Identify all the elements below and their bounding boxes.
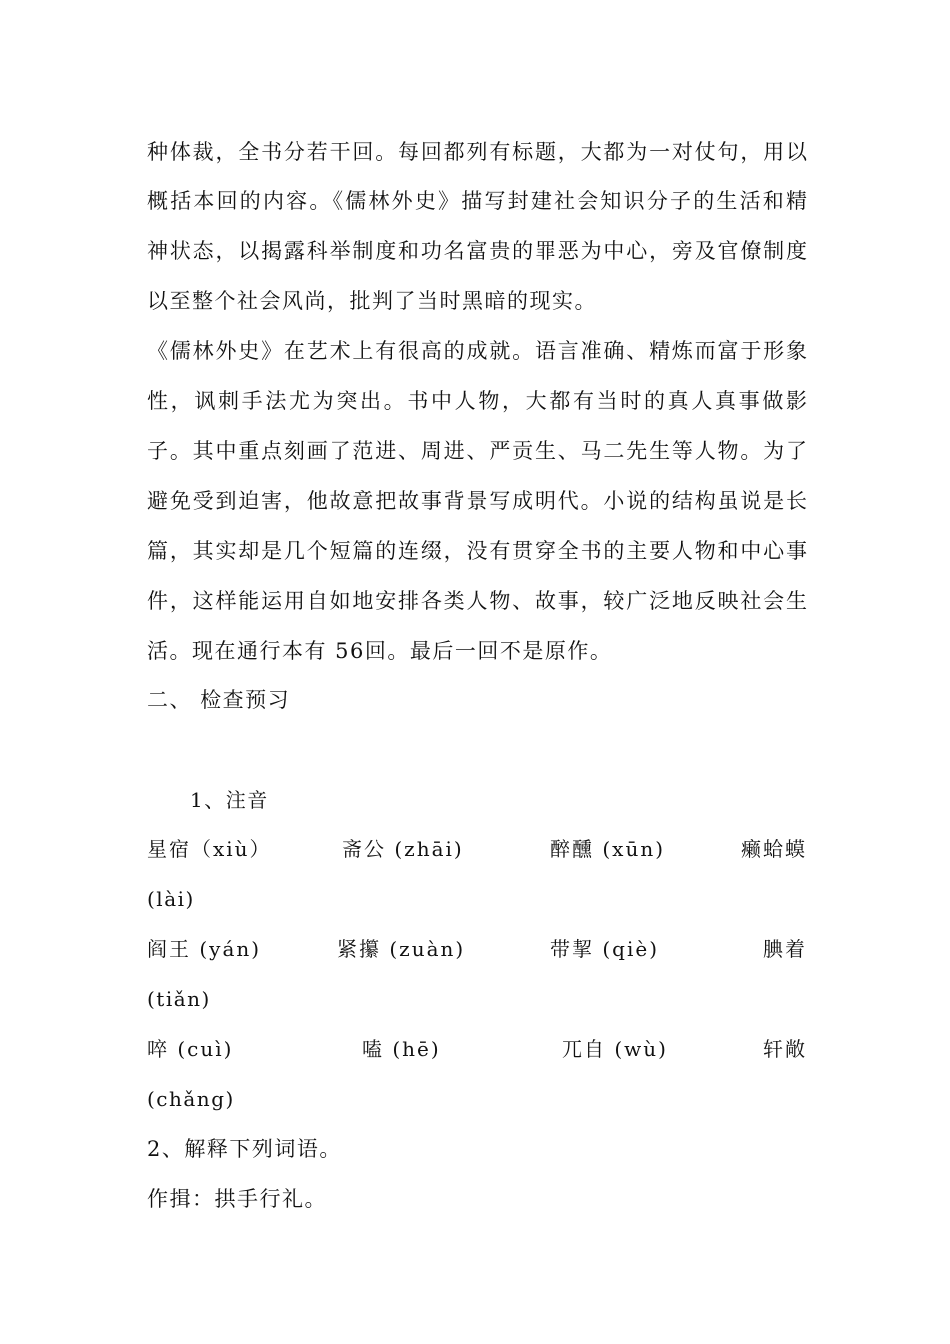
pinyin-row [147,1034,807,1064]
definition-line: 作揖：拱手行礼。 [147,1187,327,1211]
pinyin-continuation: (tiǎn) [147,987,211,1011]
pinyin-item: 星宿（xiù） [147,837,272,861]
pinyin-item: 醉醺 (xūn) [550,837,666,861]
subsection-heading: 1、注音 [190,788,269,812]
paragraph-line: 件，这样能运用自如地安排各类人物、故事，较广泛地反映社会生 [147,589,807,613]
paragraph-line: 《儒林外史》在艺术上有很高的成就。语言准确、精炼而富于形象 [147,339,807,363]
paragraph-line: 篇，其实却是几个短篇的连缀，没有贯穿全书的主要人物和中心事 [147,539,807,563]
pinyin-item: 兀自 (wù) [562,1037,668,1061]
paragraph-line: 性，讽刺手法尤为突出。书中人物，大都有当时的真人真事做影 [147,389,807,413]
subsection-heading: 2、解释下列词语。 [147,1137,342,1161]
paragraph-line: 活。现在通行本有 56回。最后一回不是原作。 [147,639,613,663]
paragraph-line: 以至整个社会风尚，批判了当时黑暗的现实。 [147,289,597,313]
pinyin-row [147,934,807,964]
paragraph-line: 种体裁，全书分若干回。每回都列有标题，大都为一对仗句，用以 [147,140,807,164]
pinyin-item: 腆着 [763,937,807,961]
paragraph-line: 神状态，以揭露科举制度和功名富贵的罪恶为中心，旁及官僚制度 [147,239,807,263]
section-heading: 二、 检查预习 [147,688,291,712]
pinyin-item: 带挈 (qiè) [550,937,659,961]
pinyin-item: 嗑 (hē) [362,1037,441,1061]
pinyin-item: 阎王 (yán) [147,937,262,961]
pinyin-item: 啐 (cuì) [147,1037,234,1061]
pinyin-item: 癞蛤蟆 [741,837,807,861]
paragraph-line: 概括本回的内容。《儒林外史》描写封建社会知识分子的生活和精 [147,189,807,213]
pinyin-continuation: (chǎng) [147,1087,235,1111]
pinyin-item: 紧攥 (zuàn) [337,937,466,961]
pinyin-item: 斋公 (zhāi) [342,837,464,861]
pinyin-item: 轩敞 [763,1037,807,1061]
pinyin-row [147,834,807,864]
paragraph-line: 避免受到迫害，他故意把故事背景写成明代。小说的结构虽说是长 [147,489,807,513]
pinyin-continuation: (lài) [147,887,195,911]
paragraph-line: 子。其中重点刻画了范进、周进、严贡生、马二先生等人物。为了 [147,439,807,463]
